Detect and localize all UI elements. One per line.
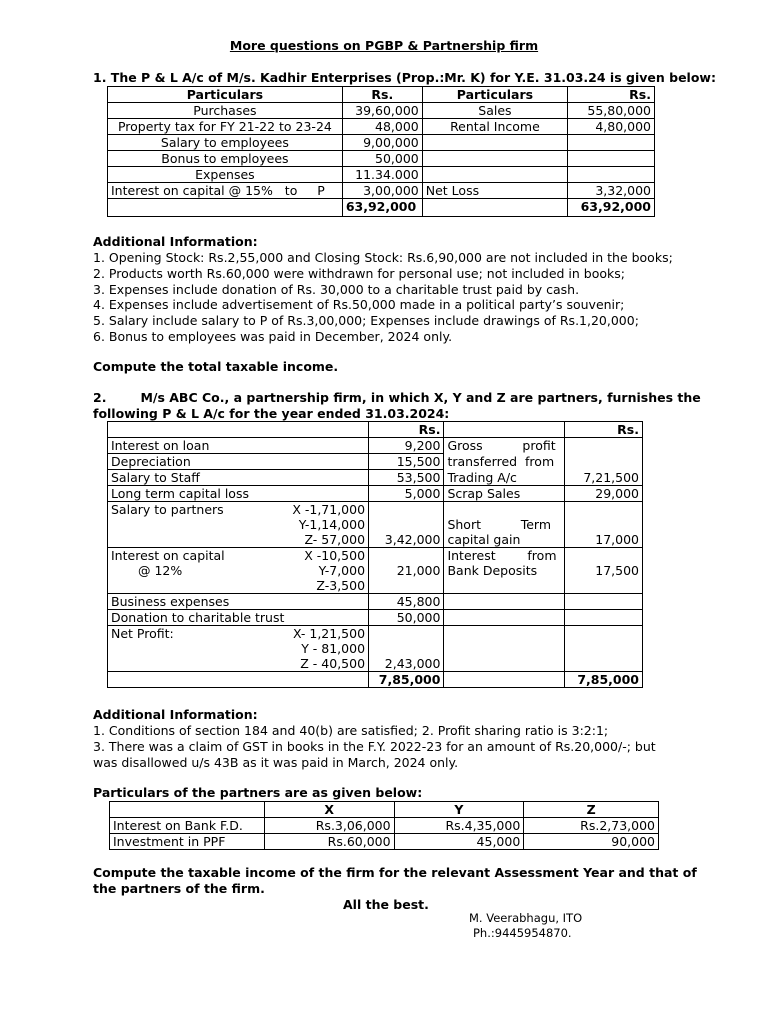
dr-amount: 45,800 [369, 594, 444, 610]
cr-particular [444, 610, 564, 626]
cr-amount: 29,000 [564, 486, 642, 502]
header-rs: Rs. [564, 422, 642, 438]
header-blank [110, 802, 265, 818]
cr-particular [444, 502, 564, 518]
total-cr: 63,92,000 [568, 199, 655, 217]
cr-amount [564, 594, 642, 610]
table-row [108, 151, 655, 167]
q2-heading-line1: M/s ABC Co., a partnership firm, in which X, Y and Z are partners, furnishes the [140, 390, 701, 405]
cr-amount [564, 578, 642, 594]
q1-table-header [108, 87, 655, 103]
cr-amount: 7,21,500 [564, 470, 642, 486]
partner-split: Z - 40,500 [289, 656, 368, 672]
q2-additional-list [93, 723, 656, 770]
cr-particular [444, 626, 564, 642]
dr-amount: 15,500 [369, 454, 444, 470]
table-row [108, 183, 655, 199]
cr-particular: Trading A/c [444, 470, 564, 486]
cr-particular: Rental Income [422, 119, 567, 135]
dr-particular: Property tax for FY 21-22 to 23-24 [108, 119, 343, 135]
total-blank [422, 199, 567, 217]
header-rs: Rs. [568, 87, 655, 103]
cr-amount [564, 454, 642, 470]
closing-text: All the best. [343, 897, 429, 912]
dr-particular: Bonus to employees [108, 151, 343, 167]
table-row [108, 610, 643, 626]
dr-amount [369, 626, 444, 642]
partner-split: Z- 57,000 [289, 532, 368, 548]
document-title: More questions on PGBP & Partnership firm [229, 38, 539, 53]
cr-particular: Bank Deposits [444, 563, 564, 578]
cr-amount [564, 610, 642, 626]
total-dr: 63,92,000 [342, 199, 422, 217]
cr-amount: 17,500 [564, 563, 642, 578]
cr-amount: 55,80,000 [568, 103, 655, 119]
dr-amount: 50,000 [342, 151, 422, 167]
author-phone: Ph.:9445954870. [473, 926, 572, 940]
table-row [108, 626, 643, 642]
dr-amount: 50,000 [369, 610, 444, 626]
cr-amount [564, 517, 642, 532]
dr-amount: 5,000 [369, 486, 444, 502]
dr-particular: Salary to Staff [108, 470, 369, 486]
q1-additional-heading: Additional Information: [93, 234, 258, 249]
total-cr: 7,85,000 [564, 672, 642, 688]
q1-pl-table [107, 86, 655, 217]
table-row [108, 517, 643, 532]
cr-particular: Short Term [444, 517, 564, 532]
total-blank [108, 672, 369, 688]
header-rs: Rs. [369, 422, 444, 438]
header-blank [108, 422, 369, 438]
table-row [108, 454, 643, 470]
total-blank [108, 199, 343, 217]
q2-task-line2: the partners of the firm. [93, 881, 265, 896]
cr-amount [568, 135, 655, 151]
table-row [108, 563, 643, 578]
q2-number: 2. [93, 390, 107, 405]
table-row [108, 641, 643, 656]
table-row [108, 103, 655, 119]
table-row [108, 532, 643, 548]
partners-heading: Particulars of the partners are as given below: [93, 785, 423, 800]
cr-particular: Gross profit [444, 438, 564, 454]
cr-amount: 4,80,000 [568, 119, 655, 135]
cr-particular [422, 135, 567, 151]
cr-amount [568, 151, 655, 167]
dr-particular [108, 517, 290, 532]
q2-task-line1: Compute the taxable income of the firm for the relevant Assessment Year and that of [93, 865, 697, 880]
dr-particular: @ 12% [108, 563, 290, 578]
dr-amount: 3,42,000 [369, 532, 444, 548]
cr-amount: 3,32,000 [568, 183, 655, 199]
author-name: M. Veerabhagu, ITO [469, 911, 583, 925]
partner-split: Y - 81,000 [289, 641, 368, 656]
dr-amount: 9,00,000 [342, 135, 422, 151]
dr-amount [369, 517, 444, 532]
cr-amount [564, 626, 642, 642]
partner-split: Y-1,14,000 [289, 517, 368, 532]
cell-y: 45,000 [394, 834, 524, 850]
dr-amount [369, 502, 444, 518]
list-item: 4. Expenses include advertisement of Rs.50,000 made in a political party’s souvenir; [93, 297, 625, 313]
dr-amount: 11.34.000 [342, 167, 422, 183]
dr-particular: Salary to employees [108, 135, 343, 151]
cr-amount: 17,000 [564, 532, 642, 548]
dr-particular: Net Profit: [108, 626, 290, 642]
cr-particular: Sales [422, 103, 567, 119]
cr-particular [444, 641, 564, 656]
table-row [110, 818, 659, 834]
table-total-row [108, 672, 643, 688]
cr-particular: capital gain [444, 532, 564, 548]
dr-particular: Interest on capital @ 15% to P [108, 183, 343, 199]
cell-z: 90,000 [524, 834, 659, 850]
cell-x: Rs.3,06,000 [264, 818, 394, 834]
partner-split: X -10,500 [289, 548, 368, 564]
list-item: 3. There was a claim of GST in books in the F.Y. 2022-23 for an amount of Rs.20,000/-; but [93, 738, 656, 754]
dr-particular: Expenses [108, 167, 343, 183]
partner-split: Y-7,000 [289, 563, 368, 578]
dr-particular: Long term capital loss [108, 486, 369, 502]
dr-particular: Donation to charitable trust [108, 610, 369, 626]
cr-particular [422, 151, 567, 167]
table-row [108, 486, 643, 502]
dr-amount [369, 578, 444, 594]
header-x: X [264, 802, 394, 818]
dr-particular [108, 578, 290, 594]
list-item: 1. Conditions of section 184 and 40(b) are satisfied; 2. Profit sharing ratio is 3:2:1; [93, 723, 609, 738]
partners-table-header [110, 802, 659, 818]
cell-z: Rs.2,73,000 [524, 818, 659, 834]
cr-amount [564, 548, 642, 564]
total-blank [444, 672, 564, 688]
q1-task: Compute the total taxable income. [93, 359, 339, 374]
q1-heading: 1. The P & L A/c of M/s. Kadhir Enterprises (Prop.:Mr. K) for Y.E. 31.03.24 is given below: [93, 70, 716, 85]
table-row [108, 656, 643, 672]
cr-particular [444, 656, 564, 672]
table-row [108, 470, 643, 486]
partner-split: X- 1,21,500 [289, 626, 368, 642]
dr-particular: Depreciation [108, 454, 369, 470]
dr-amount: 9,200 [369, 438, 444, 454]
list-item: 2. Products worth Rs.60,000 were withdrawn for personal use; not included in books; [93, 265, 625, 281]
dr-particular: Purchases [108, 103, 343, 119]
cr-particular [444, 594, 564, 610]
list-item: 6. Bonus to employees was paid in December, 2024 only. [93, 328, 453, 344]
cr-particular [422, 167, 567, 183]
partners-table [109, 801, 659, 850]
dr-amount: 53,500 [369, 470, 444, 486]
dr-particular [108, 532, 290, 548]
dr-particular [108, 656, 290, 672]
table-row [108, 438, 643, 454]
cell-y: Rs.4,35,000 [394, 818, 524, 834]
partner-split: Z-3,500 [289, 578, 368, 594]
table-row [108, 502, 643, 518]
dr-amount [369, 548, 444, 564]
cr-amount [568, 167, 655, 183]
q2-pl-table [107, 421, 643, 688]
dr-amount: 21,000 [369, 563, 444, 578]
cell-x: Rs.60,000 [264, 834, 394, 850]
list-item: 3. Expenses include donation of Rs. 30,000 to a charitable trust paid by cash. [93, 281, 580, 297]
header-rs: Rs. [342, 87, 422, 103]
cr-amount [564, 502, 642, 518]
q2-table-header [108, 422, 643, 438]
dr-amount: 39,60,000 [342, 103, 422, 119]
table-row [108, 119, 655, 135]
table-row [108, 167, 655, 183]
header-particulars: Particulars [108, 87, 343, 103]
dr-amount: 3,00,000 [342, 183, 422, 199]
cr-particular: Interest from [444, 548, 564, 564]
table-row [108, 135, 655, 151]
list-item: was disallowed u/s 43B as it was paid in March, 2024 only. [93, 754, 459, 770]
row-label: Interest on Bank F.D. [110, 818, 265, 834]
cr-amount [564, 641, 642, 656]
q2-additional-heading: Additional Information: [93, 707, 258, 722]
dr-amount: 2,43,000 [369, 656, 444, 672]
cr-amount [564, 438, 642, 454]
dr-amount: 48,000 [342, 119, 422, 135]
header-blank [444, 422, 564, 438]
list-item: 5. Salary include salary to P of Rs.3,00,000; Expenses include drawings of Rs.1,20,000; [93, 313, 639, 329]
q1-additional-list [93, 250, 673, 345]
table-row [110, 834, 659, 850]
table-total-row [108, 199, 655, 217]
q2-heading-line2: following P & L A/c for the year ended 31.03.2024: [93, 406, 450, 421]
dr-particular: Interest on loan [108, 438, 369, 454]
dr-particular: Salary to partners [108, 502, 290, 518]
header-y: Y [394, 802, 524, 818]
dr-particular [108, 641, 290, 656]
cr-amount [564, 656, 642, 672]
dr-particular: Interest on capital [108, 548, 290, 564]
header-particulars: Particulars [422, 87, 567, 103]
q2-heading [93, 390, 701, 406]
cr-particular: Net Loss [422, 183, 567, 199]
partner-split: X -1,71,000 [289, 502, 368, 518]
table-row [108, 594, 643, 610]
cr-particular: Scrap Sales [444, 486, 564, 502]
total-dr: 7,85,000 [369, 672, 444, 688]
row-label: Investment in PPF [110, 834, 265, 850]
cr-particular [444, 578, 564, 594]
dr-amount [369, 641, 444, 656]
table-row [108, 548, 643, 564]
cr-particular: transferred from [444, 454, 564, 470]
table-row [108, 578, 643, 594]
header-z: Z [524, 802, 659, 818]
dr-particular: Business expenses [108, 594, 369, 610]
list-item: 1. Opening Stock: Rs.2,55,000 and Closing Stock: Rs.6,90,000 are not included in the books; [93, 250, 673, 265]
